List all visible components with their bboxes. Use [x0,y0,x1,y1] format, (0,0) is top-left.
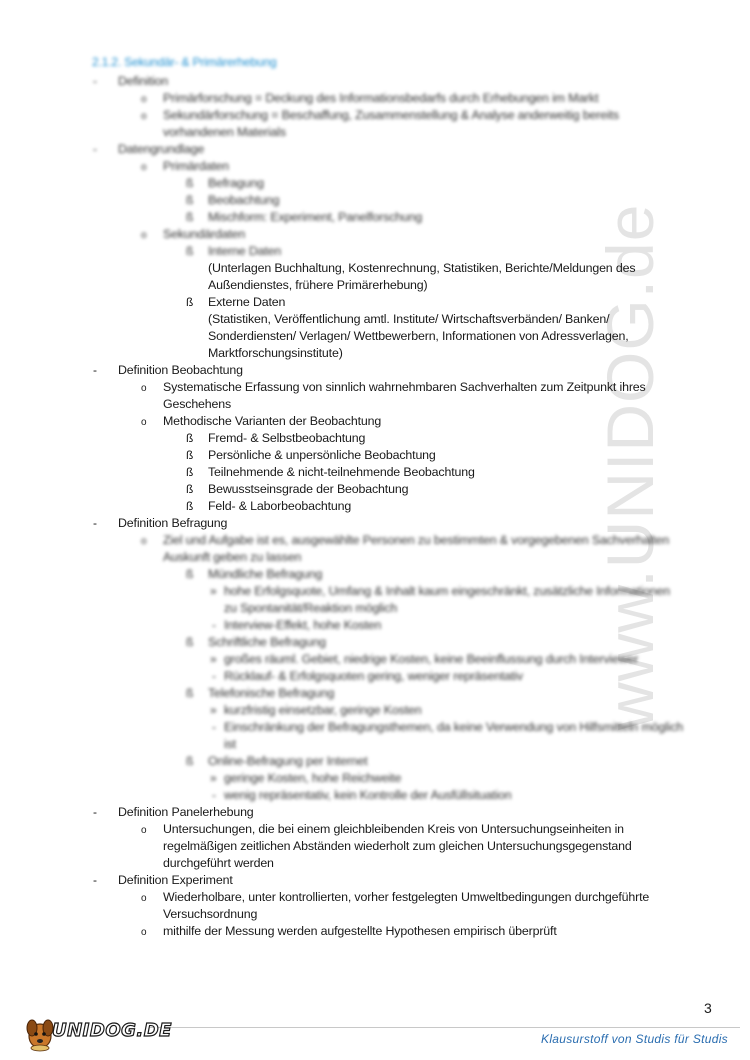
footer-tagline: Klausurstoff von Studis für Studis [541,1032,728,1046]
outline-line: Definition [118,74,169,88]
outline-line: Definition Befragung [118,516,228,530]
watermark: www.UNIDOG.de [593,203,667,730]
bullet-section: ß [186,567,194,581]
bullet-section: ß [186,431,194,445]
outline-line: ist [224,737,236,751]
outline-line: Sekundärdaten [163,227,246,241]
bullet-section: ß [186,448,194,462]
outline-line: Ziel und Aufgabe ist es, ausgewählte Personen zu bestimmten & vorgegebenen Sachverhalten [163,533,670,547]
outline-line: Sekundärforschung = Beschaffung, Zusammenstellung & Analyse anderweitig bereits [163,108,619,122]
outline-line: Rücklauf- & Erfolgsquoten gering, weniger repräsentativ [224,669,523,683]
outline-line: Geschehens [163,397,232,411]
outline-line: Methodische Varianten der Beobachtung [163,414,382,428]
outline-line: durchgeführt werden [163,856,274,870]
page-number: 3 [704,1000,712,1016]
bullet-circle: o [141,825,147,836]
outline-line: (Unterlagen Buchhaltung, Kostenrechnung, Statistiken, Berichte/Meldungen des [208,261,636,275]
bullet-circle: o [141,893,147,904]
outline-line: mithilfe der Messung werden aufgestellte Hypothesen empirisch überprüft [163,924,557,938]
outline-line: Datengrundlage [118,142,205,156]
bullet-circle: o [141,230,147,241]
outline-line: Definition Beobachtung [118,363,243,377]
outline-line: Mündliche Befragung [208,567,323,581]
bullet-section: ß [186,482,194,496]
outline-line: großes räuml. Gebiet, niedrige Kosten, keine Beeinflussung durch Interviewer [224,652,639,666]
bullet-dash: - [212,788,216,802]
bullet-dash: - [93,142,97,156]
outline-line: hohe Erfolgsquote, Umfang & Inhalt kaum eingeschränkt, zusätzliche Informationen [224,584,671,598]
outline-line: Interview-Effekt, hohe Kosten [224,618,382,632]
bullet-dash: - [212,618,216,632]
bullet-star: » [210,703,217,717]
bullet-section: ß [186,499,194,513]
outline-line: Feld- & Laborbeobachtung [208,499,352,513]
bullet-dash: - [93,516,97,530]
outline-line: Fremd- & Selbstbeobachtung [208,431,366,445]
bullet-dash: - [93,805,97,819]
bullet-circle: o [141,111,147,122]
bullet-star: » [210,652,217,666]
outline-line: Online-Befragung per Internet [208,754,368,768]
bullet-star: » [210,771,217,785]
bullet-section: ß [186,465,194,479]
bullet-circle: o [141,162,147,173]
outline-line: wenig repräsentativ, kein Kontrolle der Ausfüllsituation [224,788,512,802]
bullet-star: » [210,584,217,598]
bullet-section: ß [186,754,194,768]
outline-line: Bewusstseinsgrade der Beobachtung [208,482,409,496]
bullet-circle: o [141,927,147,938]
bullet-section: ß [186,635,194,649]
outline-line: Beobachtung [208,193,280,207]
outline-line: Befragung [208,176,264,190]
outline-line: Persönliche & unpersönliche Beobachtung [208,448,436,462]
outline-line: Definition Panelerhebung [118,805,254,819]
bullet-section: ß [186,244,194,258]
outline-line: Systematische Erfassung von sinnlich wahrnehmbaren Sachverhalten zum Zeitpunkt ihres [163,380,646,394]
outline-line: Einschränkung der Befragungsthemen, da keine Verwendung von Hilfsmitteln möglich [224,720,684,734]
bullet-dash: - [93,74,97,88]
outline-line: regelmäßigen zeitlichen Abständen wiederholt zum gleichen Untersuchungsgegenstand [163,839,632,853]
outline-line: Außendienstes, frühere Primärerhebung) [208,278,428,292]
bullet-circle: o [141,94,147,105]
bullet-circle: o [141,417,147,428]
outline-line: Untersuchungen, die bei einem gleichbleibenden Kreis von Untersuchungseinheiten in [163,822,624,836]
outline-line: Telefonische Befragung [208,686,335,700]
outline-line: vorhandenen Materials [163,125,286,139]
bullet-circle: o [141,536,147,547]
outline-line: Mischform: Experiment, Panelforschung [208,210,423,224]
bullet-section: ß [186,686,194,700]
outline-line: Primärforschung = Deckung des Informationsbedarfs durch Erhebungen im Markt [163,91,599,105]
outline-line: kurzfristig einsetzbar, geringe Kosten [224,703,422,717]
outline-line: Teilnehmende & nicht-teilnehmende Beobachtung [208,465,475,479]
outline-line: Schriftliche Befragung [208,635,326,649]
outline-line: Versuchsordnung [163,907,258,921]
bullet-dash: - [93,363,97,377]
outline-line: Auskunft geben zu lassen [163,550,302,564]
bullet-section: ß [186,295,194,309]
outline-line: (Statistiken, Veröffentlichung amtl. Institute/ Wirtschaftsverbänden/ Banken/ [208,312,610,326]
outline-line: zu Spontanität/Reaktion möglich [224,601,398,615]
bullet-section: ß [186,210,194,224]
bullet-dash: - [93,873,97,887]
outline-line: Primärdaten [163,159,229,173]
bullet-section: ß [186,193,194,207]
footer-divider [150,1027,740,1028]
outline-line: geringe Kosten, hohe Reichweite [224,771,402,785]
outline-line: Wiederholbare, unter kontrollierten, vorher festgelegten Umweltbedingungen durchgeführte [163,890,650,904]
logo-text: UNIDOG.DE [52,1020,172,1041]
outline-line: Marktforschungsinstitute) [208,346,343,360]
section-heading: 2.1.2. Sekundär- & Primärerhebung [92,55,277,69]
outline-line: Definition Experiment [118,873,233,887]
bullet-dash: - [212,720,216,734]
outline-line: Interne Daten [208,244,282,258]
bullet-section: ß [186,176,194,190]
bullet-dash: - [212,669,216,683]
bullet-circle: o [141,383,147,394]
outline-line: Sonderdiensten/ Verlagen/ Wettbewerbern, Informationen von Adressverlagen, [208,329,629,343]
outline-line: Externe Daten [208,295,286,309]
